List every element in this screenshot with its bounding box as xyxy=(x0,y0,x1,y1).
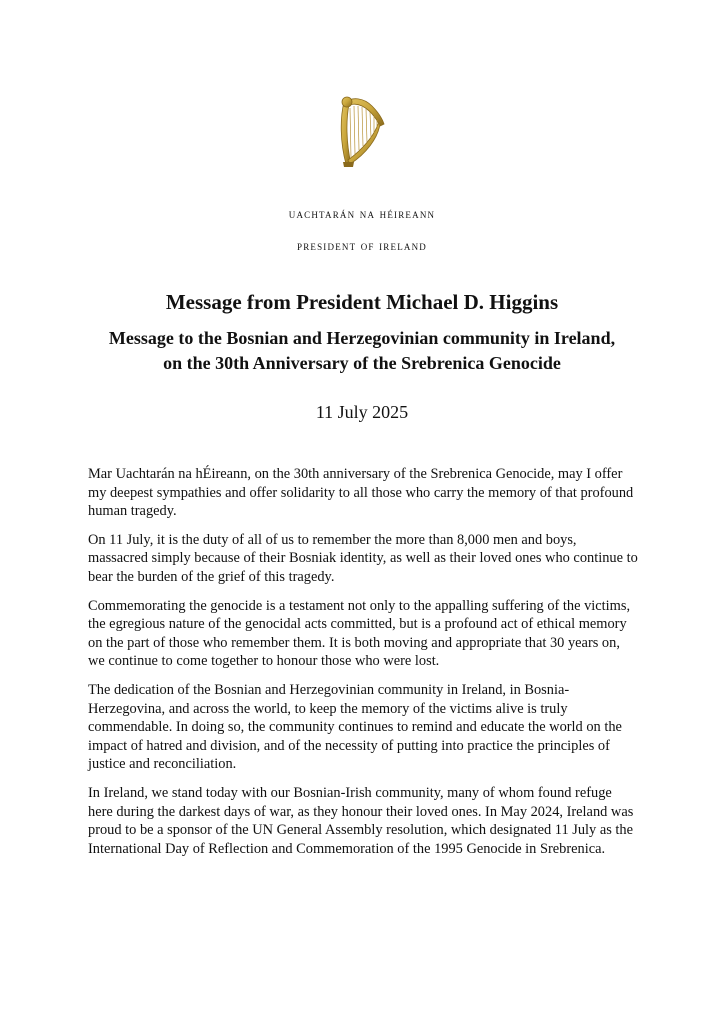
harp-icon xyxy=(334,94,390,168)
document-subtitle xyxy=(60,326,664,376)
document-title: Message from President Michael D. Higgins xyxy=(165,290,559,314)
subtitle-line-2: on the 30th Anniversary of the Srebrenica Genocide xyxy=(163,353,561,373)
paragraph: In Ireland, we stand today with our Bosnian-Irish community, many of whom found refuge here during the darkest days of war, as they honour their loved ones. In May 2024, Ireland was proud to be a sponsor of the UN General Assembly resolution, which designated 11 July as the International Day of Reflection and Commemoration of the 1995 Genocide in Srebrenica. xyxy=(88,784,634,857)
document-date: 11 July 2025 xyxy=(315,402,409,422)
paragraph: On 11 July, it is the duty of all of us to remember the more than 8,000 men and boys, massacred simply because of their Bosniak identity, as well as their loved ones who continue to bear the burden of the grief of this tragedy. xyxy=(88,531,638,585)
paragraph: Commemorating the genocide is a testament not only to the appalling suffering of the victims, the egregious nature of the genocidal acts committed, but is a profound act of ethical memory on the part of those who remember them. It is both moving and appropriate that 30 years on, we continue to come together to honour those who were lost. xyxy=(88,597,631,670)
paragraph: The dedication of the Bosnian and Herzegovinian community in Ireland, in Bosnia-Herzegovina, and across the world, to keep the memory of the victims alive is truly commendable. In doing so, the community continues to remind and educate the world on the impact of hatred and division, and of the necessity of putting into practice the principles of justice and reconciliation. xyxy=(88,681,622,773)
subtitle-line-1: Message to the Bosnian and Herzegovinian community in Ireland, xyxy=(108,328,616,348)
office-title-english: president of ireland xyxy=(296,238,427,253)
office-title-irish: uachtarán na héireann xyxy=(288,206,436,221)
message-body xyxy=(88,465,638,868)
paragraph: Mar Uachtarán na hÉireann, on the 30th anniversary of the Srebrenica Genocide, may I offer my deepest sympathies and offer solidarity to all those who carry the memory of that profound human tragedy. xyxy=(88,466,634,520)
